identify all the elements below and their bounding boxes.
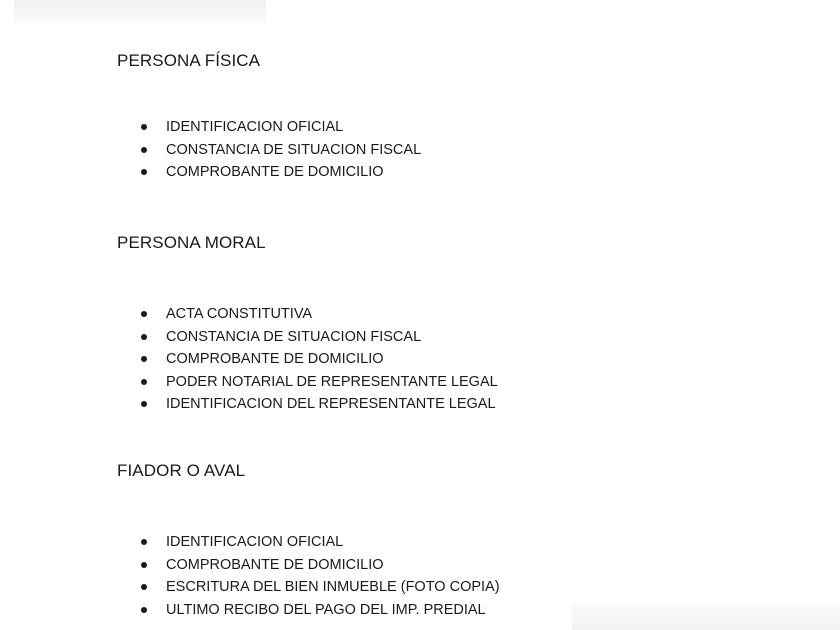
bullet-icon xyxy=(141,562,147,568)
scan-shadow-bottom xyxy=(572,604,840,630)
list-item xyxy=(140,531,500,554)
bullet-icon xyxy=(141,147,147,153)
list-item-label: ESCRITURA DEL BIEN INMUEBLE (FOTO COPIA) xyxy=(166,579,500,596)
list-item-label: COMPROBANTE DE DOMICILIO xyxy=(166,351,384,368)
list-item xyxy=(140,393,498,416)
bullet-icon xyxy=(141,607,147,613)
bullet-icon xyxy=(141,539,147,545)
list-item xyxy=(140,303,498,326)
list-item-label: CONSTANCIA DE SITUACION FISCAL xyxy=(166,328,422,345)
section-heading-persona-moral: PERSONA MORAL xyxy=(117,233,266,252)
list-item xyxy=(140,116,421,139)
list-item-label: COMPROBANTE DE DOMICILIO xyxy=(166,164,384,181)
bullet-icon xyxy=(141,356,147,362)
scan-shadow-top xyxy=(14,0,266,22)
list-item-label: IDENTIFICACION OFICIAL xyxy=(166,534,344,550)
bullet-icon xyxy=(141,124,147,130)
list-item-label: IDENTIFICACION DEL REPRESENTANTE LEGAL xyxy=(166,396,496,413)
bullet-icon xyxy=(141,584,147,590)
list-item-label: COMPROBANTE DE DOMICILIO xyxy=(166,556,384,573)
section-heading-persona-fisica: PERSONA FÍSICA xyxy=(117,51,261,70)
bullet-icon xyxy=(141,401,147,407)
list-item xyxy=(140,371,498,394)
requirements-list-persona-fisica xyxy=(140,116,421,184)
list-item xyxy=(140,599,500,622)
requirements-list-fiador-o-aval xyxy=(140,531,500,621)
list-item xyxy=(140,139,421,162)
list-item-label: IDENTIFICACION OFICIAL xyxy=(166,119,344,135)
list-item xyxy=(140,576,500,599)
list-item-label: ACTA CONSTITUTIVA xyxy=(166,306,313,322)
list-item xyxy=(140,326,498,349)
list-item xyxy=(140,161,421,184)
bullet-icon xyxy=(141,169,147,175)
list-item xyxy=(140,348,498,371)
section-heading-fiador-o-aval: FIADOR O AVAL xyxy=(117,461,246,480)
list-item-label: ULTIMO RECIBO DEL PAGO DEL IMP. PREDIAL xyxy=(166,601,486,618)
bullet-icon xyxy=(141,334,147,340)
list-item xyxy=(140,554,500,577)
bullet-icon xyxy=(141,311,147,317)
list-item-label: CONSTANCIA DE SITUACION FISCAL xyxy=(166,141,422,158)
list-item-label: PODER NOTARIAL DE REPRESENTANTE LEGAL xyxy=(166,373,498,390)
bullet-icon xyxy=(141,379,147,385)
requirements-list-persona-moral xyxy=(140,303,498,416)
